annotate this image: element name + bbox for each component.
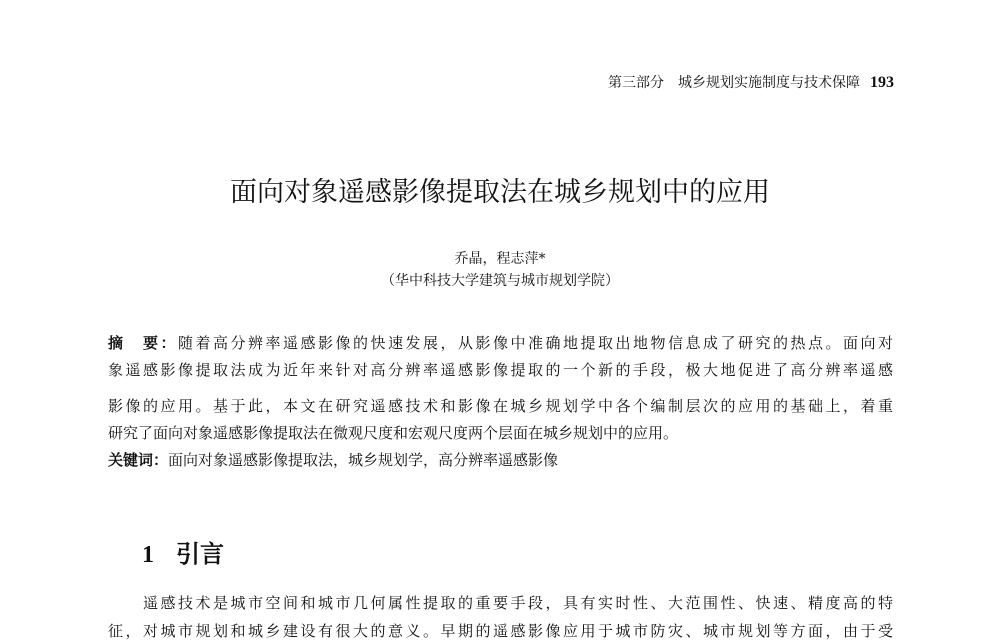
- body-line: 遥感技术是城市空间和城市几何属性提取的重要手段，具有实时性、大范围性、快速、精度高的特: [108, 594, 893, 612]
- abstract-text: 随着高分辨率遥感影像的快速发展，从影像中准确地提取出地物信息成了研究的热点。面向对: [178, 334, 893, 352]
- abstract-label: 摘 要：: [108, 334, 178, 352]
- section-title: 引言: [176, 542, 224, 568]
- abstract-line: 影像的应用。基于此，本文在研究遥感技术和影像在城乡规划学中各个编制层次的应用的基础上，着重: [108, 397, 893, 415]
- keywords-label: 关键词：: [108, 451, 169, 469]
- page-number: 193: [870, 74, 894, 91]
- abstract-line: 研究了面向对象遥感影像提取法在微观尺度和宏观尺度两个层面在城乡规划中的应用。: [108, 424, 679, 442]
- body-line: 征，对城市规划和城乡建设有很大的意义。早期的遥感影像应用于城市防灾、城市规划等方面，由于受: [108, 622, 893, 640]
- section-number: 1: [142, 542, 154, 568]
- abstract-line: [108, 332, 893, 354]
- affiliation: （华中科技大学建筑与城市规划学院）: [381, 273, 619, 289]
- section-heading: [142, 534, 224, 569]
- abstract-line: 象遥感影像提取法成为近年来针对高分辨率遥感影像提取的一个新的手段，极大地促进了高分辨率遥感: [108, 361, 893, 379]
- running-header: [608, 72, 894, 92]
- authors: 乔晶，程志萍*: [454, 251, 546, 267]
- keywords-text: 面向对象遥感影像提取法，城乡规划学，高分辨率遥感影像: [168, 451, 559, 469]
- keywords: [108, 449, 893, 471]
- paper-title: 面向对象遥感影像提取法在城乡规划中的应用: [230, 177, 770, 208]
- running-header-text: 第三部分 城乡规划实施制度与技术保障: [608, 75, 860, 91]
